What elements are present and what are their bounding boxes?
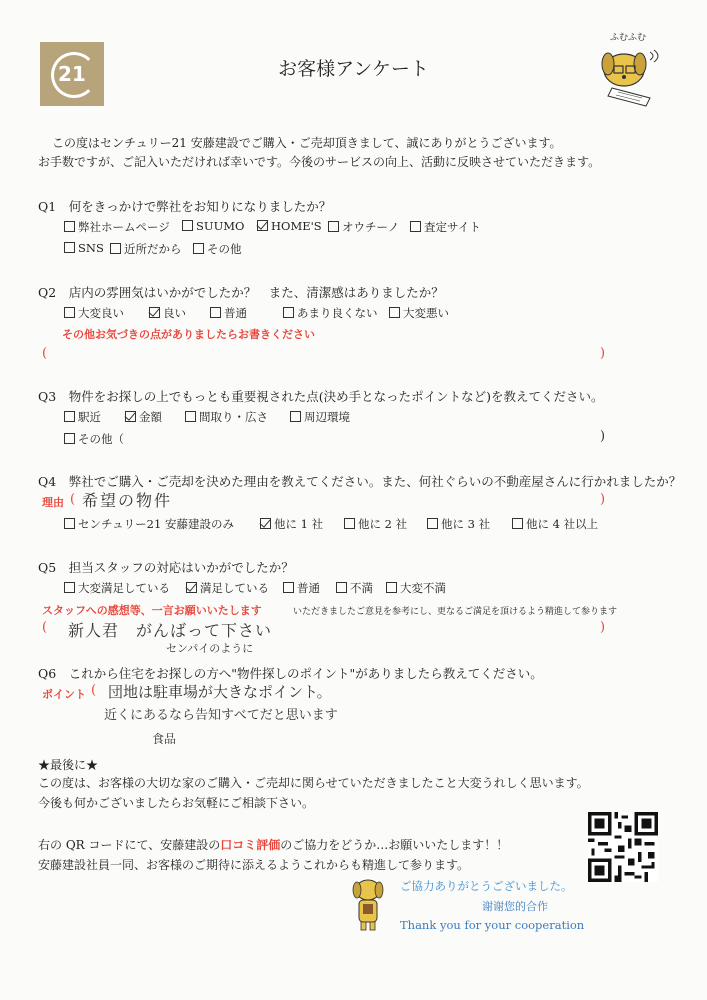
q4-label: Q4 (38, 474, 57, 489)
q5-paren-open: ( (42, 620, 48, 635)
q6-paren-open: ( (91, 683, 97, 698)
q3-option-0[interactable]: 駅近 (64, 409, 101, 425)
checkbox[interactable] (512, 518, 523, 529)
checkbox[interactable] (64, 518, 75, 529)
q3-option-other[interactable]: その他（ (64, 431, 124, 447)
q6-question (38, 664, 543, 682)
closing-last-line: 安藤建設社員一同、お客様のご期待に添えるようこれからも精進して参ります。 (38, 858, 470, 872)
q2-option-3[interactable]: あまり良くない (283, 305, 378, 321)
q6-point-label: ポイント (42, 688, 86, 701)
checkbox[interactable] (336, 582, 347, 593)
q2-question (38, 283, 444, 301)
review-highlight: 口コミ評価 (220, 838, 281, 852)
q6-answer-line-1[interactable]: 団地は駐車場が大きなポイント。 (108, 683, 332, 701)
checkbox[interactable] (283, 582, 294, 593)
checkbox[interactable] (64, 433, 75, 444)
checkbox-checked[interactable] (149, 307, 160, 318)
logo-number: 21 (58, 62, 86, 86)
checkbox[interactable] (210, 307, 221, 318)
q5-option-3[interactable]: 不満 (336, 580, 373, 596)
checkbox-checked[interactable] (260, 518, 271, 529)
q2-note: その他お気づきの点がありましたらお書きください (62, 328, 315, 341)
q4-paren-close: ) (600, 492, 606, 507)
q4-option-3[interactable]: 他に 3 社 (427, 516, 490, 532)
qr-request-line: 右の QR コードにて、安藤建設の口コミ評価のご協力をどうか…お願いいたします！！ (38, 838, 509, 852)
checkbox[interactable] (64, 582, 75, 593)
q4-option-2[interactable]: 他に 2 社 (344, 516, 407, 532)
q5-answer-sub[interactable]: センパイのように (166, 642, 254, 655)
checkbox[interactable] (193, 243, 204, 254)
q3-option-2[interactable]: 間取り・広さ (185, 409, 268, 425)
q1-option-5[interactable]: SNS (64, 241, 104, 255)
q1-option-1[interactable]: SUUMO (182, 219, 244, 233)
q2-option-1[interactable]: 良い (149, 305, 186, 321)
mascot-caption: ふむふむ (610, 33, 647, 43)
q6-answer-line-2[interactable]: 近くにあるなら告知すべてだと思います (104, 708, 338, 723)
q4-reason-answer[interactable]: 希望の物件 (82, 491, 173, 510)
q1-option-7[interactable]: その他 (193, 241, 242, 257)
q5-option-4[interactable]: 大変不満 (386, 580, 446, 596)
checkbox[interactable] (64, 307, 75, 318)
q3-paren-close: ) (600, 429, 606, 444)
checkbox[interactable] (344, 518, 355, 529)
checkbox[interactable] (185, 411, 196, 422)
q3-question (38, 387, 603, 405)
q3-text: 物件をお探しの上でもっとも重要視された点(決め手となったポイントなど)を教えてください。 (68, 389, 604, 404)
checkbox[interactable] (328, 221, 339, 232)
checkbox[interactable] (64, 221, 75, 232)
q1-text: 何をきっかけで弊社をお知りになりましたか？ (68, 199, 332, 214)
q1-label: Q1 (38, 199, 57, 214)
q2-option-0[interactable]: 大変良い (64, 305, 124, 321)
q5-label: Q5 (38, 560, 57, 575)
q3-label: Q3 (38, 389, 57, 404)
q1-option-4[interactable]: 査定サイト (410, 219, 481, 235)
q1-option-3[interactable]: オウチーノ (328, 219, 399, 235)
q5-option-2[interactable]: 普通 (283, 580, 320, 596)
thanks-japanese: ご協力ありがとうございました。 (400, 879, 573, 893)
intro-line-2: お手数ですが、ご記入いただければ幸いです。今後のサービスの向上、活動に反映させていただきます。 (38, 155, 601, 169)
q2-option-2[interactable]: 普通 (210, 305, 247, 321)
closing-line-2: 今後も何かございましたらお気軽にご相談下さい。 (38, 796, 315, 810)
q2-label: Q2 (38, 285, 57, 300)
q5-note: スタッフへの感想等、一言お願いいたします (42, 604, 262, 617)
q4-option-1[interactable]: 他に 1 社 (260, 516, 323, 532)
q2-text: 店内の雰囲気はいかがでしたか？ また、清潔感はありましたか？ (68, 285, 444, 300)
q5-text: 担当スタッフの対応はいかがでしたか？ (68, 560, 294, 575)
closing-heading: ★最後に★ (38, 758, 99, 772)
mascot-dog-reading-icon (588, 28, 668, 108)
q4-paren-open: ( (70, 492, 76, 507)
q5-option-1[interactable]: 満足している (186, 580, 269, 596)
thanks-english: Thank you for your cooperation (400, 918, 585, 932)
checkbox[interactable] (290, 411, 301, 422)
checkbox[interactable] (64, 242, 75, 253)
q3-option-1[interactable]: 金額 (125, 409, 162, 425)
q1-option-0[interactable]: 弊社ホームページ (64, 219, 170, 235)
thanks-chinese: 谢谢您的合作 (482, 900, 548, 913)
q2-paren-close: ) (600, 346, 606, 361)
checkbox[interactable] (182, 220, 193, 231)
mascot-dog-bowing-icon (346, 876, 390, 932)
q2-paren-open: ( (42, 346, 48, 361)
q5-option-0[interactable]: 大変満足している (64, 580, 170, 596)
q5-question (38, 558, 294, 576)
q4-option-4[interactable]: 他に 4 社以上 (512, 516, 598, 532)
q5-paren-close: ) (600, 620, 606, 635)
q3-option-3[interactable]: 周辺環境 (290, 409, 350, 425)
checkbox-checked[interactable] (257, 220, 268, 231)
q6-text: これから住宅をお探しの方へ"物件探しのポイント"がありましたら教えてください。 (68, 666, 543, 681)
q1-question (38, 197, 331, 215)
checkbox-checked[interactable] (186, 582, 197, 593)
checkbox[interactable] (110, 243, 121, 254)
q5-answer-main[interactable]: 新人君 がんばって下さい (68, 621, 273, 640)
q4-text: 弊社でご購入・ご売却を決めた理由を教えてください。また、何社ぐらいの不動産屋さんに行かれましたか？ (68, 474, 682, 489)
page-title: お客様アンケート (278, 58, 429, 80)
checkbox[interactable] (389, 307, 400, 318)
checkbox[interactable] (410, 221, 421, 232)
q2-option-4[interactable]: 大変悪い (389, 305, 449, 321)
q4-option-0[interactable]: センチュリー21 安藤建設のみ (64, 516, 234, 532)
q1-option-6[interactable]: 近所だから (110, 241, 182, 257)
checkbox[interactable] (427, 518, 438, 529)
q6-label: Q6 (38, 666, 57, 681)
checkbox-checked[interactable] (125, 411, 136, 422)
q5-note-small: いただきましたご意見を参考にし、更なるご満足を頂けるよう精進して参ります (293, 607, 618, 617)
q4-reason-label: 理由 (42, 496, 64, 509)
qr-code[interactable] (588, 812, 658, 882)
q6-answer-line-3[interactable]: 食品 (152, 732, 177, 746)
intro-line-1: この度はセンチュリー21 安藤建設でご購入・ご売却頂きまして、誠にありがとうございます。 (52, 136, 562, 150)
closing-line-1: この度は、お客様の大切な家のご購入・ご売却に関らせていただきましたこと大変うれしく思います。 (38, 776, 589, 790)
checkbox[interactable] (283, 307, 294, 318)
q1-option-2[interactable]: HOME'S (257, 219, 322, 233)
checkbox[interactable] (64, 411, 75, 422)
checkbox[interactable] (386, 582, 397, 593)
